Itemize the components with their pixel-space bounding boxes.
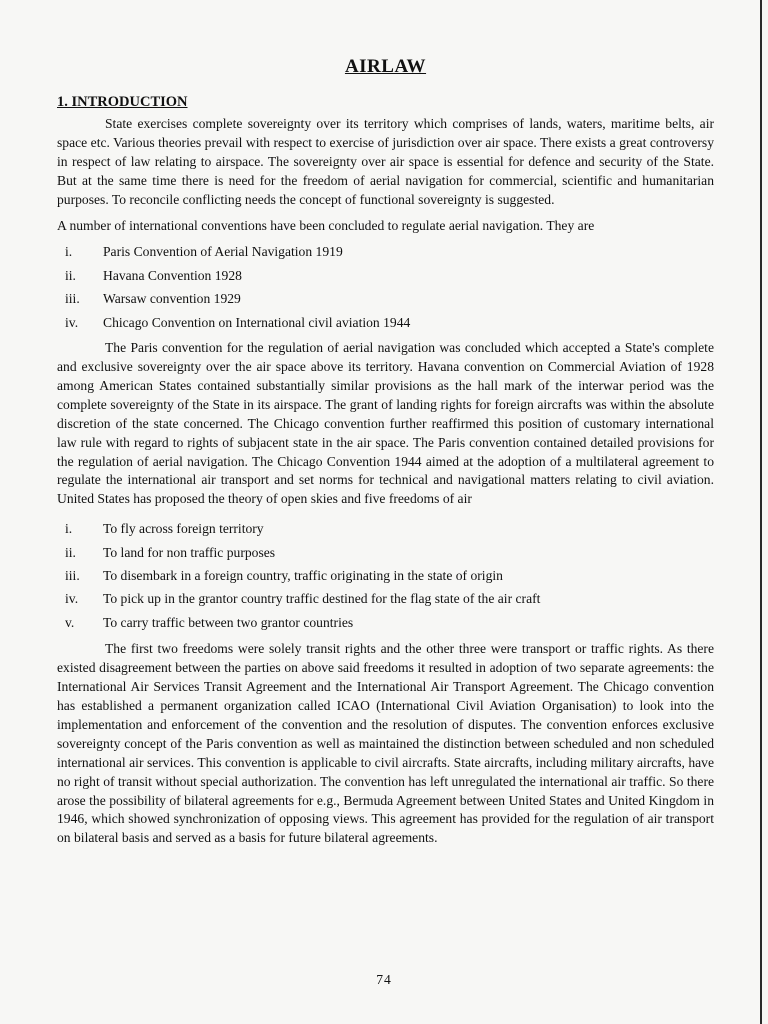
list-item-text: To fly across foreign territory <box>103 521 264 537</box>
paragraph-freedoms: The first two freedoms were solely transit rights and the other three were transport or traffic rights. As there existed disagreement between the parties on above said freedoms it resulted in adoption of two separate agreements: the International Air Services Transit Agreement and the International Air Transport Agreement. The Chicago convention has established a permanent organization called ICAO (International Civil Aviation Organisation) to look into the implementation and enforcement of the convention and the resolution of disputes. The convention enforces exclusive sovereignty concept of the Paris convention as well as maintained the distinction between scheduled and non scheduled international air services. This convention is applicable to civil aircrafts. State aircrafts, including military aircrafts, have no right of transit without special authorization. The convention has left unregulated the international air traffic. So there arose the possibility of bilateral agreements for e.g., Bermuda Agreement between United States and United Kingdom in 1946, which showed synchronization of opposing views. This agreement has provided for the regulation of air transport on bilateral basis and served as a basis for future bilateral agreements. <box>57 641 714 846</box>
conventions-list <box>57 240 714 334</box>
paragraph-intro: State exercises complete sovereignty over its territory which comprises of lands, waters, maritime belts, air space etc. Various theories prevail with respect to exercise of jurisdiction over air space. There exists a great controversy in respect of law relating to airspace. The sovereignty over air space is essential for defence and security of the State. But at the same time there is need for the freedom of aerial navigation for commercial, scientific and humanitarian purposes. To reconcile conflicting needs the concept of functional sovereignty is suggested. <box>57 116 714 207</box>
list-item-text: To pick up in the grantor country traffic destined for the flag state of the air craft <box>103 591 541 607</box>
list-item-number: iii. <box>65 291 80 307</box>
list-item <box>57 517 714 540</box>
list-item-number: i. <box>65 521 73 537</box>
section-heading: 1. INTRODUCTION <box>57 94 188 110</box>
page-number: 74 <box>376 972 392 987</box>
list-item-number: v. <box>65 614 75 630</box>
list-item-text: Warsaw convention 1929 <box>103 291 241 307</box>
document-page <box>57 56 714 848</box>
list-item-number: ii. <box>65 267 76 283</box>
list-item-text: To carry traffic between two grantor countries <box>103 614 354 630</box>
list-item-text: To disembark in a foreign country, traffic originating in the state of origin <box>103 568 503 584</box>
page-edge-line <box>760 0 762 1024</box>
paragraph-paris-convention: The Paris convention for the regulation of aerial navigation was concluded which accepted a State's complete and exclusive sovereignty over the air space above its territory. Havana convention on Commercial Aviation of 1928 among American States contained substantially similar provisions as the hall mark of the interwar period was the complete sovereignty of the State in its airspace. The grant of landing rights for foreign aircrafts was within the absolute discretion of the state concerned. The Chicago convention further reaffirmed this position of customary international law rule with regard to rights of subjacent state in the air space. The Paris convention contained detailed provisions for the regulation of aerial navigation. The Chicago Convention 1944 aimed at the adoption of a multilateral agreement to regulate the international air transport and set norms for technical and navigational matters relating to civil aviation. United States has proposed the theory of open skies and five freedoms of air <box>57 340 714 507</box>
list-item <box>57 287 714 310</box>
list-item <box>57 587 714 610</box>
list-item <box>57 240 714 263</box>
list-item-number: i. <box>65 244 73 260</box>
list-item-number: iv. <box>65 591 79 607</box>
list-item-text: Paris Convention of Aerial Navigation 1919 <box>103 244 343 260</box>
list-item-text: To land for non traffic purposes <box>103 544 276 560</box>
list-item-text: Chicago Convention on International civil aviation 1944 <box>103 314 411 330</box>
list-item <box>57 611 714 634</box>
list-item <box>57 264 714 287</box>
list-item-number: iv. <box>65 314 79 330</box>
paragraph-conventions-intro: A number of international conventions have been concluded to regulate aerial navigation. They are <box>57 217 595 233</box>
document-title: AIRLAW <box>344 56 427 77</box>
list-item <box>57 541 714 564</box>
list-item-number: iii. <box>65 568 80 584</box>
list-item-number: ii. <box>65 544 76 560</box>
list-item <box>57 564 714 587</box>
list-item <box>57 311 714 334</box>
list-item-text: Havana Convention 1928 <box>103 267 242 283</box>
five-freedoms-list <box>57 517 714 634</box>
